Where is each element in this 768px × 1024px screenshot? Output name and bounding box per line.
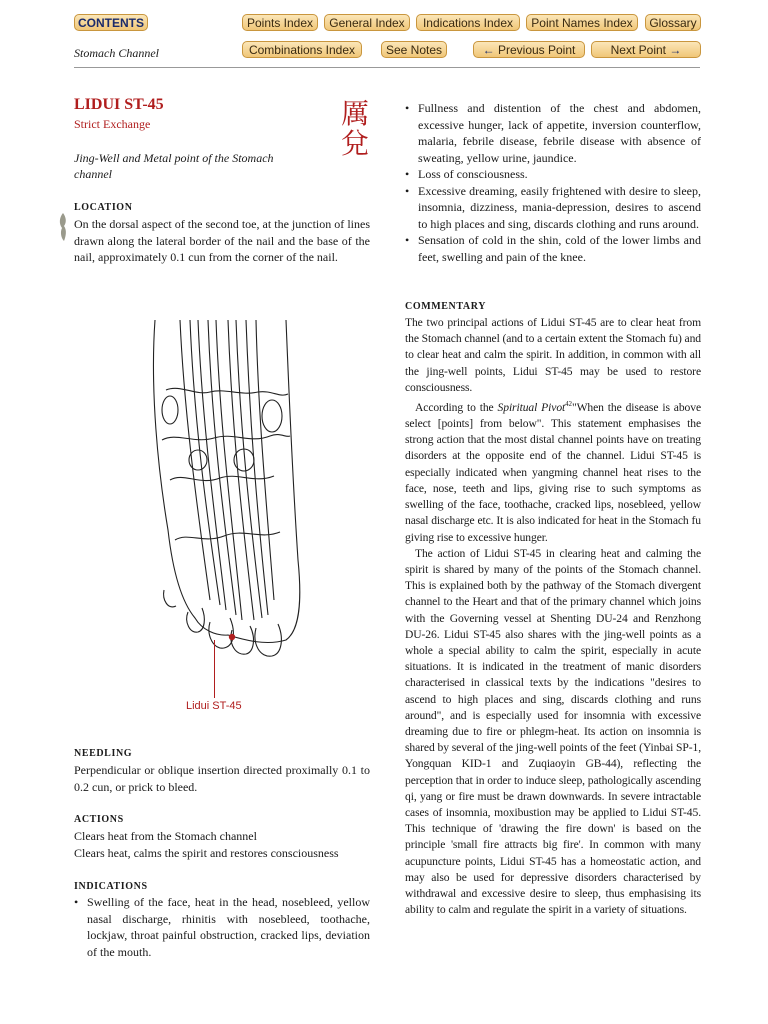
foot-illustration — [140, 300, 310, 670]
indications-index-button[interactable]: Indications Index — [416, 14, 520, 31]
commentary-p2-intro: According to the — [415, 400, 498, 414]
location-heading: LOCATION — [74, 202, 133, 213]
contents-button[interactable]: CONTENTS — [74, 14, 148, 31]
header-divider — [74, 67, 700, 68]
indication-item: • Swelling of the face, heat in the head, nosebleed, yellow nasal discharge, rhinitis with nosebleed, toothache, lockjaw, throat painful obstruction, cracked lips, deviation of the mouth. — [74, 894, 370, 960]
point-description: Jing-Well and Metal point of the Stomach channel — [74, 151, 274, 181]
next-point-label: Next Point — [610, 43, 666, 57]
previous-point-label: Previous Point — [497, 43, 576, 57]
location-text: On the dorsal aspect of the second toe, at the junction of lines drawn along the lateral border of the nail and the base of the nail, approximately 0.1 cun from the corner of the nail. — [74, 217, 370, 264]
indications-list-right — [405, 100, 701, 265]
indication-item: • Loss of consciousness. — [405, 166, 701, 183]
glossary-button[interactable]: Glossary — [645, 14, 701, 31]
indications-list-left — [74, 894, 370, 960]
previous-point-button[interactable] — [473, 41, 585, 58]
action-item: Clears heat, calms the spirit and restores consciousness — [74, 846, 339, 860]
indication-item: • Sensation of cold in the shin, cold of the lower limbs and feet, swelling and pain of the knee. — [405, 232, 701, 265]
needling-heading: NEEDLING — [74, 748, 133, 759]
label-leader-line — [214, 640, 215, 698]
source-title: Spiritual Pivot — [497, 400, 566, 414]
action-item: Clears heat from the Stomach channel — [74, 829, 257, 843]
commentary-paragraph-1: The two principal actions of Lidui ST-45 are to clear heat from the Stomach channel (and to a certain extent the Stomach fu) and to clear heat and calm the spirit. In addition, in common with all the jing-well points, Lidui ST-45 may be used to restore consciousness. — [405, 316, 701, 394]
commentary-paragraph-2 — [405, 396, 701, 546]
commentary-p2-text: "When the disease is above select [points] from below". This statement emphasises the strong action that the most distal channel points have on treating disorders at the opposite end of the channel. Lidui ST-45 is especially indicated when yangming channel heat rises to the face, nose, teeth and lips, giving rise to such symptoms as swelling of the face, toothache, cracked lips, nosebleed, yellow nasal discharge etc. It is also indicated for heat in the Stomach fu giving rise to excessive hunger. — [405, 400, 701, 544]
next-point-button[interactable] — [591, 41, 701, 58]
lidui-point-marker — [229, 634, 235, 640]
commentary-paragraph-3: The action of Lidui ST-45 in clearing heat and calming the spirit is shared by many of the points of the Stomach channel. This is explained both by the pathway of the Stomach divergent channel to the Heart and that of the primary channel which joins with the Governing vessel at Shenting DU-24 and Renzhong DU-26. Lidui ST-45 also shares with the jing-well points as a whole a special ability to calm the spirit, especially in acute situations. It is indicated in the treatment of manic disorders characterised in classical texts by the indications "desires to ascend to high places and sing, discards clothing and runs around", and is especially used for insomnia with excessive dreaming due to fire or phlegm-heat. Its action on insomnia is shared by several of the jing-well points of the feet (Yinbai SP-1, Yongquan KID-1 and Zuqiaoyin GB-44), reflecting the perception that in order to induce sleep, pathologically ascending qi, yang or fire must be drawn downwards. In severe intractable cases of insomnia, moxibustion may be applied to Lidui ST-45. This technique of 'drawing the fire down' is based on the principle 'small fire attracts big fire'. In common with many acupuncture points, Lidui ST-45 has a homeostatic action, and may also be used for depressive disorders characterised by withdrawal and excessive desire to sleep, thus emphasising its ability to calm and regulate the spirit in a variety of situations. — [405, 546, 701, 917]
combinations-index-button[interactable]: Combinations Index — [242, 41, 362, 58]
location-marker-icon — [58, 212, 68, 242]
arrow-left-icon: ← — [482, 43, 495, 57]
arrow-right-icon: → — [669, 43, 682, 57]
points-index-button[interactable]: Points Index — [242, 14, 318, 31]
indications-heading: INDICATIONS — [74, 881, 148, 892]
footnote-ref[interactable]: 42 — [565, 400, 572, 409]
figure-label: Lidui ST-45 — [186, 700, 242, 712]
chinese-characters: 厲兌 — [340, 99, 369, 160]
point-names-index-button[interactable]: Point Names Index — [526, 14, 638, 31]
indication-item: • Excessive dreaming, easily frightened with desire to sleep, insomnia, dizziness, mania-depression, desires to ascend to high places and sing, discards clothing and runs around. — [405, 183, 701, 233]
channel-name: Stomach Channel — [74, 46, 159, 60]
actions-heading: ACTIONS — [74, 814, 124, 825]
general-index-button[interactable]: General Index — [324, 14, 410, 31]
see-notes-button[interactable]: See Notes — [381, 41, 447, 58]
indication-item: • Fullness and distention of the chest and abdomen, excessive hunger, lack of appetite, inversion counterflow, malaria, febrile disease, febrile disease with absence of sweating, yellow urine, jaundice. — [405, 100, 701, 166]
commentary-heading: COMMENTARY — [405, 301, 487, 312]
needling-text: Perpendicular or oblique insertion directed proximally 0.1 to 0.2 cun, or prick to bleed. — [74, 763, 370, 794]
point-title: LIDUI ST-45 — [74, 96, 164, 113]
commentary-text — [405, 315, 701, 918]
point-subtitle: Strict Exchange — [74, 117, 151, 131]
